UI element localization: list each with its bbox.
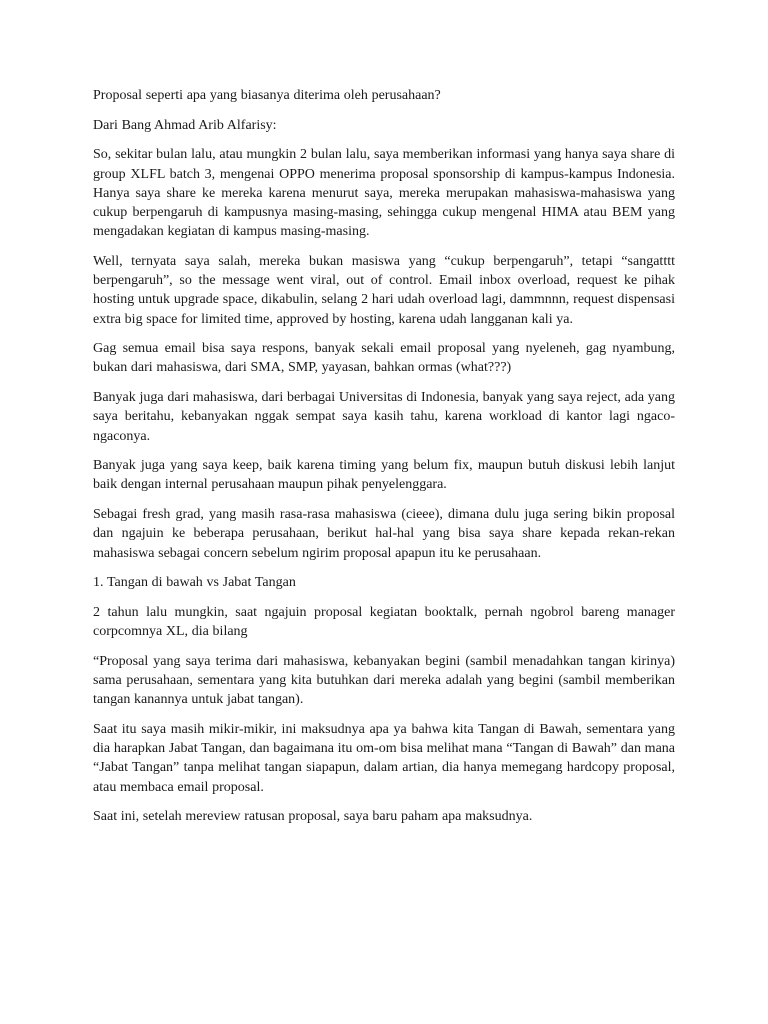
paragraph-responses: Gag semua email bisa saya respons, banyak sekali email proposal yang nyeleneh, gag nyambung, bukan dari mahasiswa, dari SMA, SMP, yayasan, bahkan ormas (what???) <box>93 341 675 376</box>
paragraph-kept: Banyak juga yang saya keep, baik karena timing yang belum fix, maupun butuh diskusi lebih lanjut baik dengan internal perusahaan maupun pihak penyelenggara. <box>93 458 675 493</box>
paragraph-conclusion: Saat ini, setelah mereview ratusan proposal, saya baru paham apa maksudnya. <box>93 809 533 825</box>
document-page <box>93 86 675 837</box>
author-line: Dari Bang Ahmad Arib Alfarisy: <box>93 117 277 133</box>
paragraph-quote: “Proposal yang saya terima dari mahasiswa, kebanyakan begini (sambil menadahkan tangan kirinya) sama perusahaan, sementara yang kita butuhkan dari mereka adalah yang begini (sambil memberikan tangan kanannya untuk jabat tangan). <box>93 653 675 708</box>
document-title: Proposal seperti apa yang biasanya diterima oleh perusahaan? <box>93 88 441 103</box>
section-heading: 1. Tangan di bawah vs Jabat Tangan <box>93 575 296 591</box>
paragraph-booktalk: 2 tahun lalu mungkin, saat ngajuin proposal kegiatan booktalk, pernah ngobrol bareng manager corpcomnya XL, dia bilang <box>93 604 675 640</box>
paragraph-fresh-grad: Sebagai fresh grad, yang masih rasa-rasa mahasiswa (cieee), dimana dulu juga sering bikin proposal dan ngajuin ke beberapa perusahaan, berikut hal-hal yang bisa saya share kepada rekan-rekan mahasiswa sebagai concern sebelum ngirim proposal apapun itu ke perusahaan. <box>93 507 675 561</box>
paragraph-thinking: Saat itu saya masih mikir-mikir, ini maksudnya apa ya bahwa kita Tangan di Bawah, sementara yang dia harapkan Jabat Tangan, dan bagaimana itu om-om bisa melihat mana “Tangan di Bawah” dan mana “Jabat Tangan” tanpa melihat tangan siapapun, dalam artian, dia hanya memegang hardcopy proposal, atau membaca email proposal. <box>93 721 675 795</box>
paragraph-intro: So, sekitar bulan lalu, atau mungkin 2 bulan lalu, saya memberikan informasi yang hanya saya share di group XLFL batch 3, mengenai OPPO menerima proposal sponsorship di kampus-kampus Indonesia. Hanya saya share ke mereka karena menurut saya, mereka merupakan mahasiswa-mahasiswa yang cukup berpengaruh di kampusnya masing-masing, sehingga cukup mengenal HIMA atau BEM yang mengadakan kegiatan di kampus masing-masing. <box>93 147 675 240</box>
paragraph-viral: Well, ternyata saya salah, mereka bukan masiswa yang “cukup berpengaruh”, tetapi “sangatttt berpengaruh”, so the message went viral, out of control. Email inbox overload, request ke pihak hosting untuk upgrade space, dikabulin, selang 2 hari udah overload lagi, dammnnn, request dispensasi extra big space for limited time, approved by hosting, karena udah langganan kali ya. <box>93 253 675 327</box>
paragraph-rejected: Banyak juga dari mahasiswa, dari berbagai Universitas di Indonesia, banyak yang saya reject, ada yang saya beritahu, kebanyakan nggak sempat saya kasih tahu, karena workload di kantor lagi ngaco-ngaconya. <box>93 390 675 444</box>
